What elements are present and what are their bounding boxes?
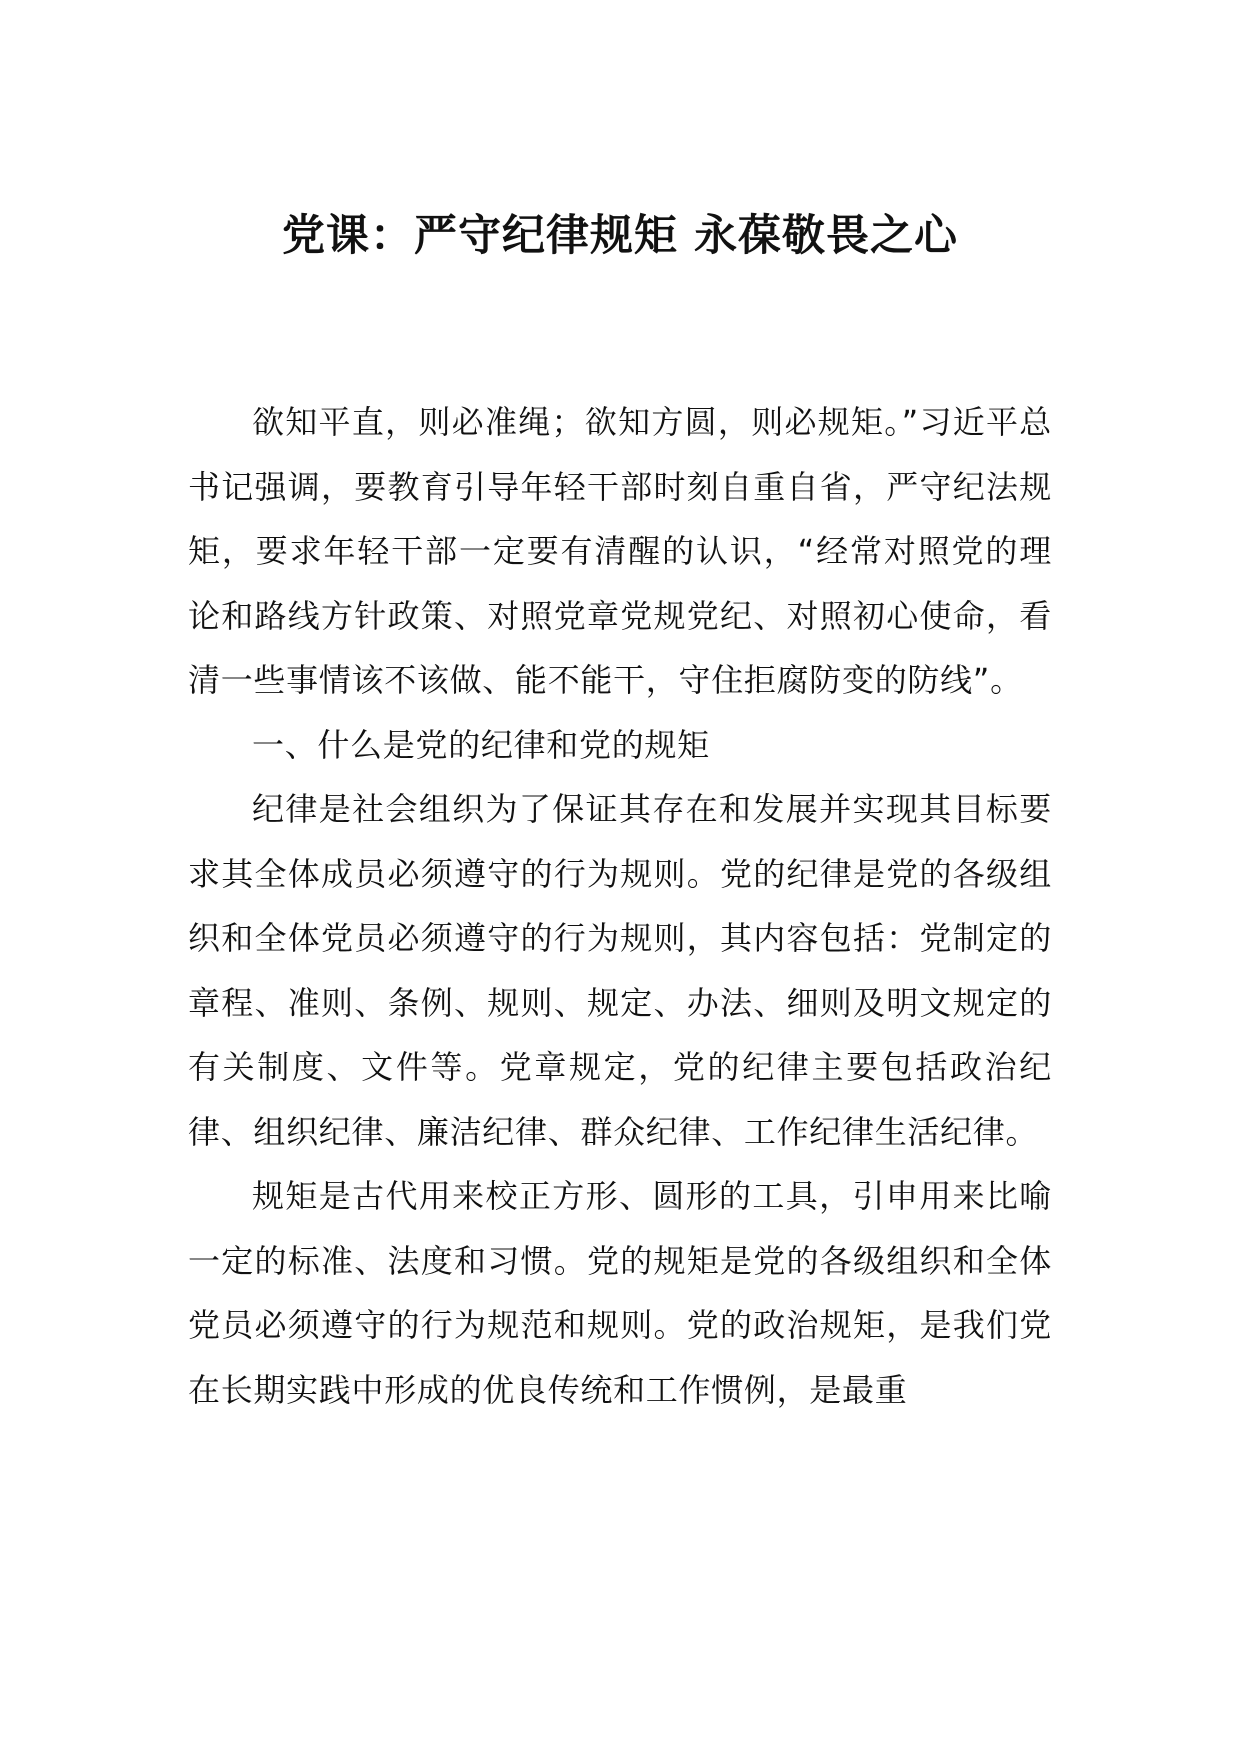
paragraph-rules: 规矩是古代用来校正方形、圆形的工具，引申用来比喻一定的标准、法度和习惯。党的规矩是党的各级组织和全体党员必须遵守的行为规范和规则。党的政治规矩，是我们党在长期实践中形成的优良传统和工作惯例，是最重 — [188, 1177, 1052, 1409]
document-title: 党课：严守纪律规矩 永葆敬畏之心 — [282, 211, 958, 261]
paragraph-intro: 欲知平直，则必准绳；欲知方圆，则必规矩。”习近平总书记强调，要教育引导年轻干部时刻自重自省，严守纪法规矩，要求年轻干部一定要有清醒的认识，“经常对照党的理论和路线方针政策、对照党章党规党纪、对照初心使命，看清一些事情该不该做、能不能干，守住拒腐防变的防线”。 — [188, 403, 1052, 699]
section-heading-1: 一、什么是党的纪律和党的规矩 — [252, 725, 710, 764]
paragraph-discipline: 纪律是社会组织为了保证其存在和发展并实现其目标要求其全体成员必须遵守的行为规则。党的纪律是党的各级组织和全体党员必须遵守的行为规则，其内容包括：党制定的章程、准则、条例、规则、规定、办法、细则及明文规定的有关制度、文件等。党章规定，党的纪律主要包括政治纪律、组织纪律、廉洁纪律、群众纪律、工作纪律生活纪律。 — [188, 790, 1052, 1151]
document-body — [188, 390, 1052, 1422]
